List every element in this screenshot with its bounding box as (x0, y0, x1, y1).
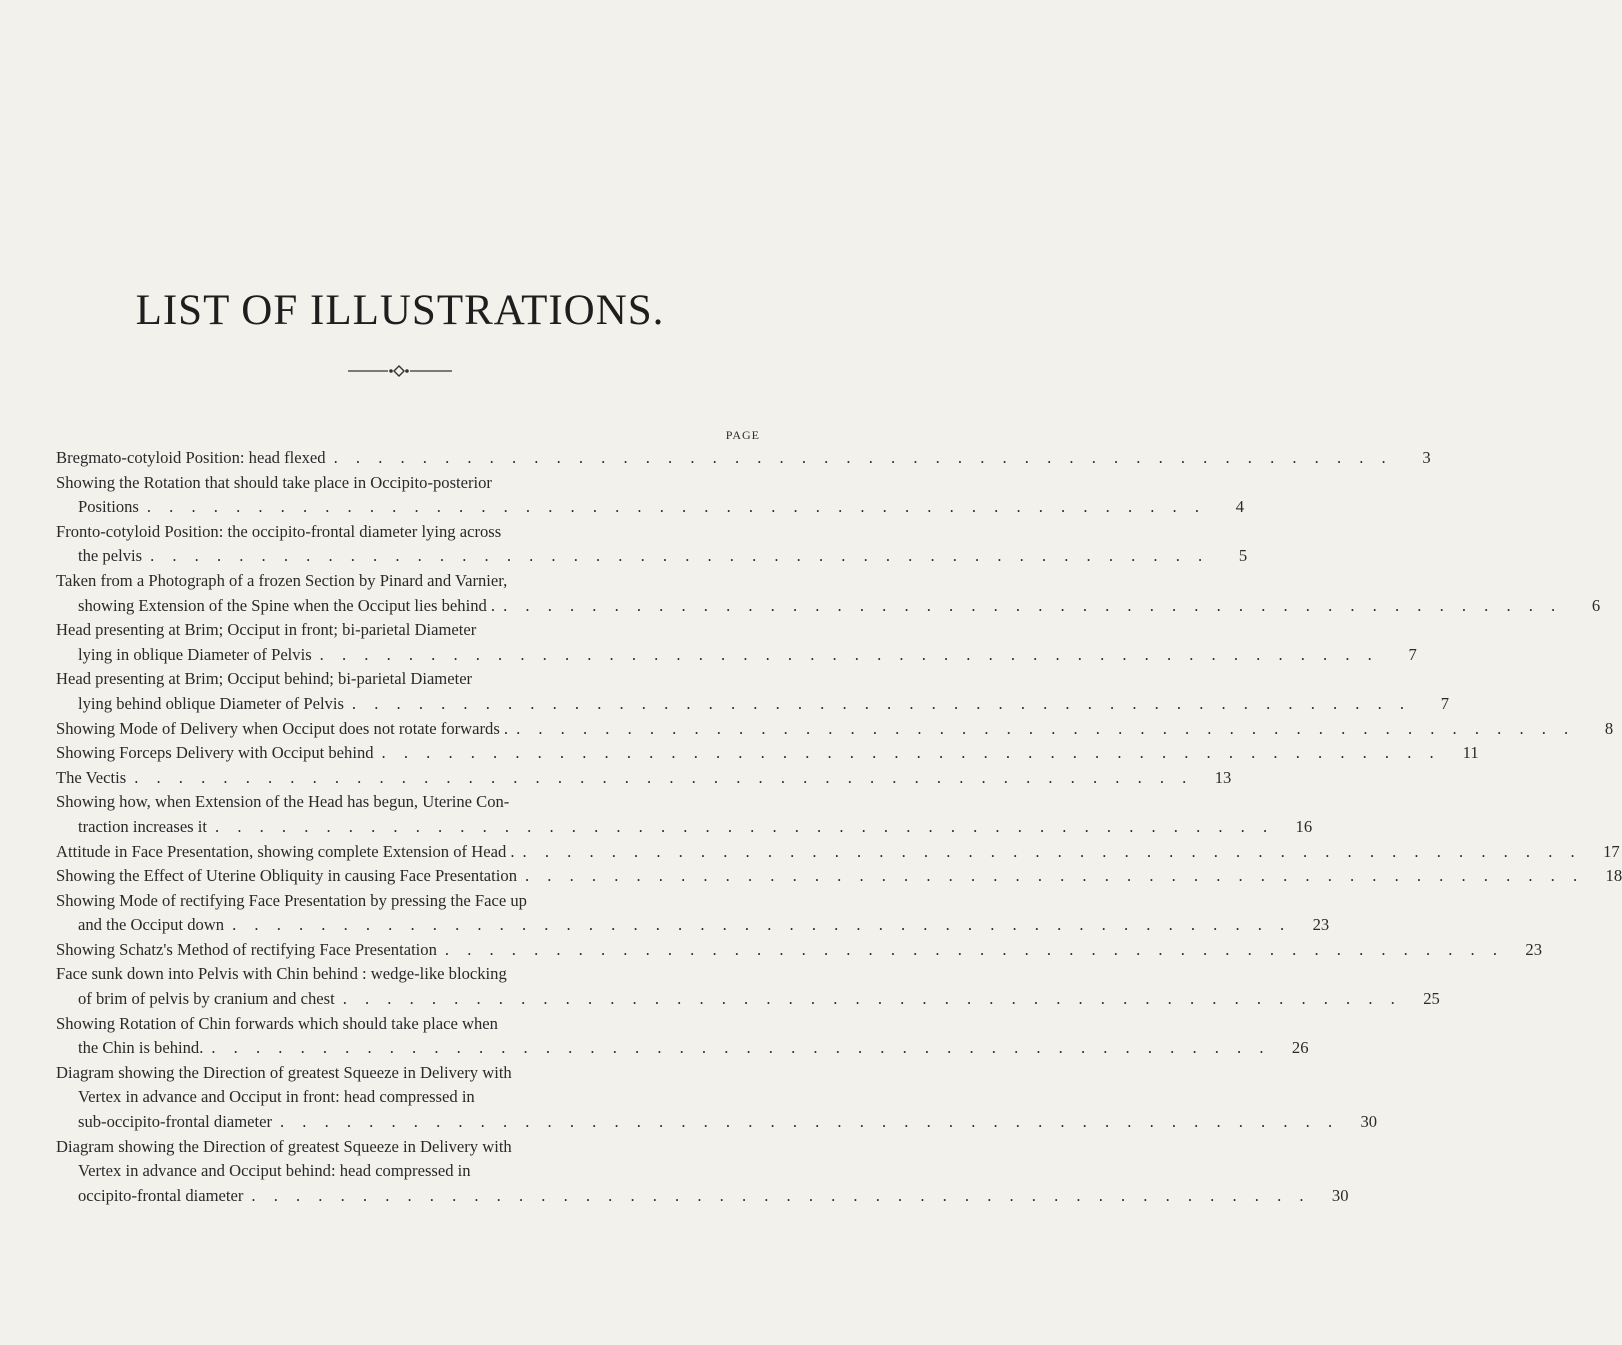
dot-leader: . . . . . . . . . . . . . . . . . . . . . . . . . . . . . . . . . . . . . . . . . . . . . . . . (279, 1112, 1340, 1132)
entry-caption: sub-occipito-frontal diameter (78, 1112, 272, 1132)
entry-page-number: 17 (1603, 841, 1620, 861)
entry-caption: Face sunk down into Pelvis with Chin behind : wedge-like blocking (56, 964, 507, 984)
list-item (56, 717, 1614, 742)
entry-caption: Showing Schatz's Method of rectifying Face Presentation (56, 939, 437, 959)
entry-caption: Vertex in advance and Occiput behind: head compressed in (78, 1161, 471, 1181)
dot-leader: . . . . . . . . . . . . . . . . . . . . . . . . . . . . . . . . . . . . . . . . . . . . . . . . (444, 939, 1504, 959)
dot-leader: . . . . . . . . . . . . . . . . . . . . . . . . . . . . . . . . . . . . . . . . . . . . . . . . (503, 595, 1563, 615)
entry-page-number: 16 (1295, 816, 1313, 836)
entry-page-number: 3 (1422, 448, 1431, 467)
dot-leader: . . . . . . . . . . . . . . . . . . . . . . . . . . . . . . . . . . . . . . . . . . . . . . . . (516, 718, 1576, 738)
entry-caption: of brim of pelvis by cranium and chest (78, 989, 335, 1009)
entry-caption: the pelvis (78, 546, 143, 566)
entry-page-number: 7 (1440, 693, 1450, 713)
entry-caption: Diagram showing the Direction of greatest Squeeze in Delivery with (56, 1136, 512, 1156)
list-item (56, 1135, 1349, 1209)
dot-leader: . . . . . . . . . . . . . . . . . . . . . . . . . . . . . . . . . . . . . . . . . . . . . . . . (381, 743, 1441, 763)
entry-page-number: 11 (1462, 743, 1479, 763)
dot-leader: . . . . . . . . . . . . . . . . . . . . . . . . . . . . . . . . . . . . . . . . . . . . . . . . (150, 546, 1210, 566)
dot-leader: . . . . . . . . . . . . . . . . . . . . . . . . . . . . . . . . . . . . . . . . . . . . . . . . (215, 816, 1275, 836)
entry-caption: lying in oblique Diameter of Pelvis (78, 644, 312, 664)
entry-page-number: 30 (1360, 1112, 1378, 1132)
dot-leader: . . . . . . . . . . . . . . . . . . . . . . . . . . . . . . . . . . . . . . . . . . . . . . . . (134, 767, 1194, 787)
entry-caption: Showing Mode of rectifying Face Presentation by pressing the Face up (56, 890, 527, 910)
list-item (56, 790, 1313, 839)
entry-page-number: 23 (1525, 939, 1542, 959)
entry-page-number: 13 (1214, 767, 1232, 787)
entry-caption: traction increases it (78, 816, 208, 836)
list-item (56, 962, 1440, 1011)
entry-caption: and the Occiput down (78, 915, 225, 935)
dot-leader: . . . . . . . . . . . . . . . . . . . . . . . . . . . . . . . . . . . . . . . . . . . . . . . . (319, 644, 1379, 664)
entry-caption: the Chin is behind. (78, 1038, 204, 1058)
entry-page-number: 4 (1235, 497, 1244, 517)
list-item (56, 618, 1417, 667)
list-item (56, 667, 1450, 716)
list-item (56, 1012, 1309, 1061)
entry-caption: Showing the Rotation that should take place in Occipito-posterior (56, 472, 492, 492)
entry-caption: Attitude in Face Presentation, showing complete Extension of Head . (56, 841, 515, 861)
dot-leader: . . . . . . . . . . . . . . . . . . . . . . . . . . . . . . . . . . . . . . . . . . . . . . . . (251, 1185, 1311, 1205)
dot-leader: . . . . . . . . . . . . . . . . . . . . . . . . . . . . . . . . . . . . . . . . . . . . . . . . (342, 989, 1402, 1009)
entry-page-number: 18 (1605, 866, 1622, 886)
dot-leader: . . . . . . . . . . . . . . . . . . . . . . . . . . . . . . . . . . . . . . . . . . . . . . . . (211, 1038, 1271, 1058)
entry-caption: occipito-frontal diameter (78, 1185, 244, 1205)
entry-caption: Showing Rotation of Chin forwards which should take place when (56, 1013, 498, 1033)
list-item (56, 446, 1431, 471)
entry-caption: Diagram showing the Direction of greatest Squeeze in Delivery with (56, 1062, 512, 1082)
list-item (56, 1061, 1378, 1135)
list-item (56, 840, 1620, 865)
list-item (56, 569, 1601, 618)
entry-page-number: 7 (1408, 644, 1417, 664)
entry-caption: Showing how, when Extension of the Head has begun, Uterine Con- (56, 792, 510, 812)
list-item (56, 766, 1232, 791)
entry-caption: Head presenting at Brim; Occiput behind; bi-parietal Diameter (56, 669, 473, 689)
dot-leader: . . . . . . . . . . . . . . . . . . . . . . . . . . . . . . . . . . . . . . . . . . . . . . . . (522, 841, 1582, 861)
dot-leader: . . . . . . . . . . . . . . . . . . . . . . . . . . . . . . . . . . . . . . . . . . . . . . . . (351, 693, 1412, 713)
dot-leader: . . . . . . . . . . . . . . . . . . . . . . . . . . . . . . . . . . . . . . . . . . . . . . . . (525, 866, 1585, 886)
entry-page-number: 26 (1291, 1038, 1309, 1058)
entry-caption: Showing Forceps Delivery with Occiput behind (56, 743, 374, 763)
page-title: LIST OF ILLUSTRATIONS. (135, 287, 665, 334)
entry-caption: Positions (78, 497, 139, 517)
ornamental-rule-icon (348, 365, 452, 377)
illustration-list (56, 446, 1622, 1208)
entry-caption: The Vectis (56, 767, 127, 787)
entry-caption: Head presenting at Brim; Occiput in front; bi-parietal Diameter (56, 620, 477, 640)
entry-caption: Showing Mode of Delivery when Occiput does not rotate forwards . (56, 718, 509, 738)
page-column-header: PAGE (725, 428, 760, 442)
list-item (56, 889, 1330, 938)
entry-page-number: 30 (1331, 1185, 1349, 1205)
list-item (56, 938, 1542, 963)
entry-page-number: 25 (1423, 989, 1440, 1009)
list-item (56, 741, 1479, 766)
entry-caption: Vertex in advance and Occiput in front: head compressed in (78, 1087, 475, 1107)
entry-page-number: 23 (1312, 915, 1330, 935)
dot-leader: . . . . . . . . . . . . . . . . . . . . . . . . . . . . . . . . . . . . . . . . . . . . . . . . (146, 497, 1206, 517)
entry-page-number: 5 (1238, 546, 1248, 566)
entry-caption: Taken from a Photograph of a frozen Section by Pinard and Varnier, (56, 570, 508, 590)
entry-caption: lying behind oblique Diameter of Pelvis (78, 693, 344, 713)
entry-caption: Bregmato-cotyloid Position: head flexed (56, 448, 326, 467)
list-item (56, 520, 1248, 569)
entry-caption: Showing the Effect of Uterine Obliquity in causing Face Presentation (56, 866, 517, 886)
entry-page-number: 8 (1604, 718, 1614, 738)
entry-caption: Fronto-cotyloid Position: the occipito-frontal diameter lying across (56, 521, 502, 541)
entry-page-number: 6 (1591, 595, 1601, 615)
entry-caption: showing Extension of the Spine when the Occiput lies behind . (78, 595, 496, 615)
list-item (56, 864, 1622, 889)
dot-leader: . . . . . . . . . . . . . . . . . . . . . . . . . . . . . . . . . . . . . . . . . . . . . . . . (333, 448, 1393, 467)
list-item (56, 471, 1244, 520)
dot-leader: . . . . . . . . . . . . . . . . . . . . . . . . . . . . . . . . . . . . . . . . . . . . . . . . (232, 915, 1292, 935)
